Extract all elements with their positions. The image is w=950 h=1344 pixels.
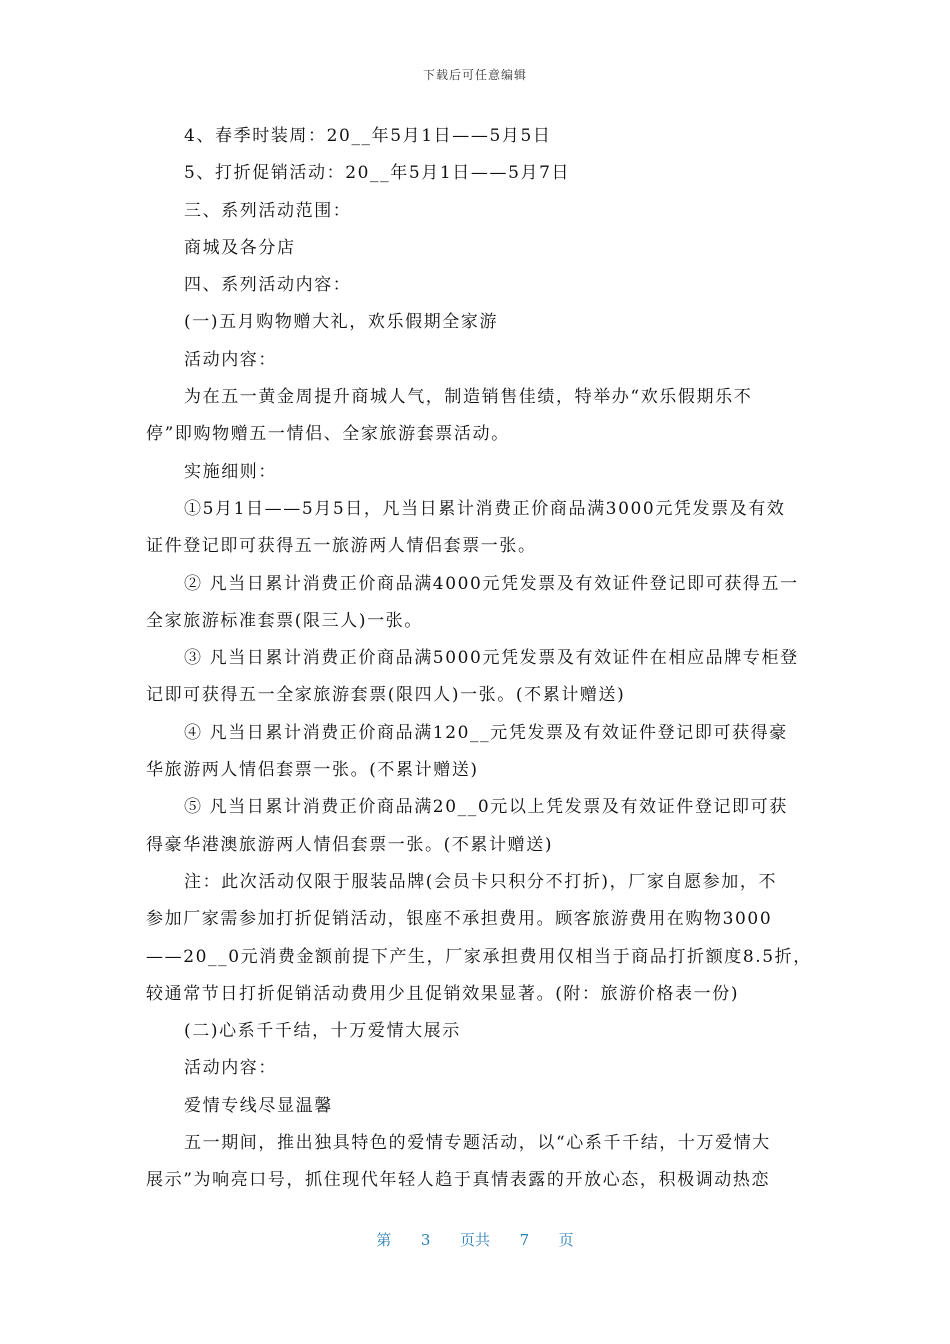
body-line: ③ 凡当日累计消费正价商品满5000元凭发票及有效证件在相应品牌专柜登 [184, 648, 799, 669]
body-line: ——20__0元消费金额前提下产生，厂家承担费用仅相当于商品打折额度8.5折， [146, 946, 812, 967]
body-line: ①5月1日——5月5日，凡当日累计消费正价商品满3000元凭发票及有效 [184, 498, 786, 519]
body-line: 4、春季时装周：20__年5月1日——5月5日 [184, 126, 552, 146]
body-line: 商城及各分店 [184, 237, 296, 258]
footer-suffix: 页 [558, 1231, 574, 1249]
footer-middle: 页共 [459, 1231, 490, 1249]
body-line: 参加厂家需参加打折促销活动，银座不承担费用。顾客旅游费用在购物3000 [146, 909, 773, 930]
body-line: 较通常节日打折促销活动费用少且促销效果显著。(附：旅游价格表一份) [146, 983, 740, 1004]
section-heading: 三、系列活动范围： [184, 200, 352, 221]
page-header: 下载后可任意编辑 [422, 68, 527, 82]
body-line: 注：此次活动仅限于服装品牌(会员卡只积分不打折)，厂家自愿参加，不 [184, 871, 778, 892]
body-line: 记即可获得五一全家旅游套票(限四人)一张。(不累计赠送) [146, 685, 626, 706]
total-pages-number: 7 [519, 1231, 530, 1249]
body-line: 5、打折促销活动：20__年5月1日——5月7日 [184, 163, 571, 184]
body-line: 停”即购物赠五一情侣、全家旅游套票活动。 [146, 424, 510, 445]
body-line: 华旅游两人情侣套票一张。(不累计赠送) [146, 760, 479, 781]
body-line: ④ 凡当日累计消费正价商品满120__元凭发票及有效证件登记即可获得豪 [184, 722, 788, 743]
body-line: 五一期间，推出独具特色的爱情专题活动，以“心系千千结，十万爱情大 [184, 1133, 771, 1154]
body-line: 活动内容： [184, 349, 277, 370]
body-line: ② 凡当日累计消费正价商品满4000元凭发票及有效证件登记即可获得五一 [184, 573, 799, 594]
body-line: 活动内容： [184, 1058, 277, 1079]
subsection-heading: (二)心系千千结，十万爱情大展示 [184, 1021, 461, 1042]
document-body [146, 118, 826, 1200]
body-line: ⑤ 凡当日累计消费正价商品满20__0元以上凭发票及有效证件登记即可获 [184, 797, 788, 818]
body-line: 爱情专线尽显温馨 [184, 1095, 333, 1116]
body-line: 实施细则： [184, 461, 277, 482]
body-line: 为在五一黄金周提升商城人气，制造销售佳绩，特举办“欢乐假期乐不 [184, 387, 753, 408]
body-line: 得豪华港澳旅游两人情侣套票一张。(不累计赠送) [146, 834, 554, 855]
section-heading: 四、系列活动内容： [184, 275, 352, 296]
body-line: 证件登记即可获得五一旅游两人情侣套票一张。 [146, 536, 537, 557]
body-line: 展示”为响亮口号，抓住现代年轻人趋于真情表露的开放心态，积极调动热恋 [146, 1170, 771, 1191]
page-number-footer [0, 1229, 950, 1250]
current-page-number: 3 [420, 1231, 431, 1249]
body-line: 全家旅游标准套票(限三人)一张。 [146, 610, 423, 631]
footer-prefix: 第 [376, 1231, 392, 1249]
subsection-heading: (一)五月购物赠大礼，欢乐假期全家游 [184, 312, 499, 333]
